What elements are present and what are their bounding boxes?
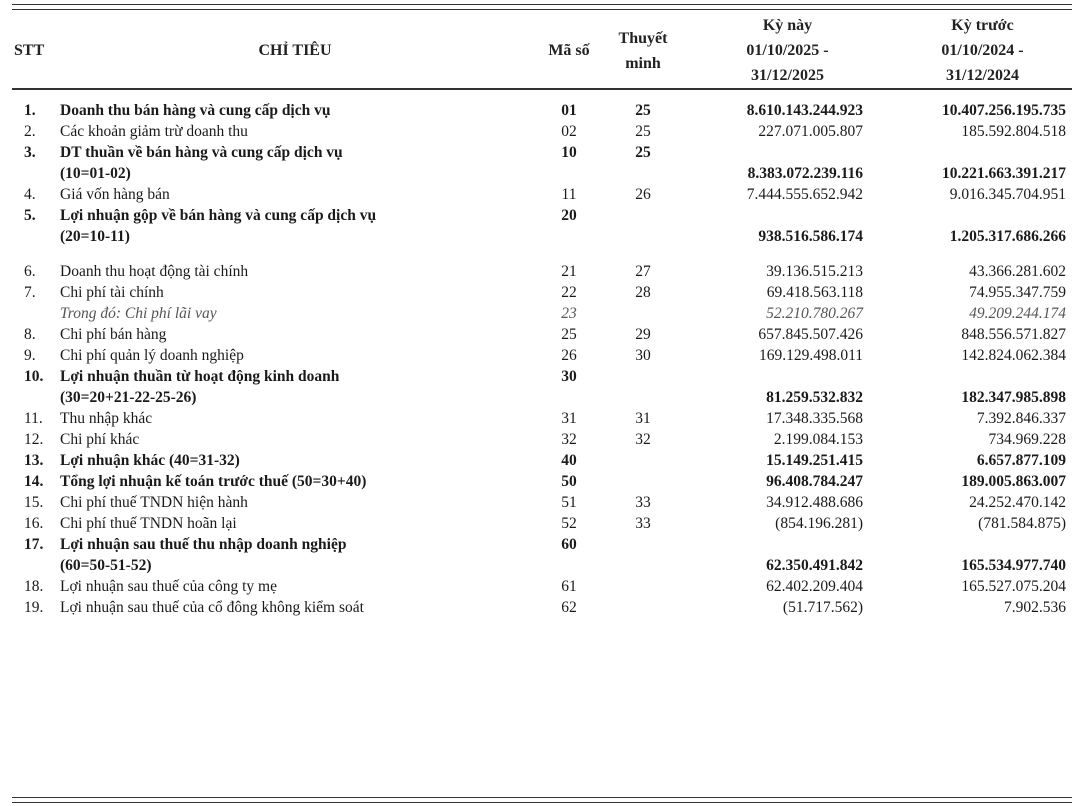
row-code: 61	[561, 578, 577, 595]
row-previous-value: 7.392.846.337	[976, 410, 1066, 427]
row-current-value: (51.717.562)	[782, 599, 863, 616]
row-previous-value: 185.592.804.518	[961, 123, 1066, 140]
row-name-line: Lợi nhuận thuần từ hoạt động kinh doanh	[60, 368, 340, 385]
row-name	[56, 450, 534, 471]
row-name-line: (30=20+21-22-25-26)	[60, 389, 197, 406]
row-note: 25	[635, 102, 651, 119]
row-name-line: Lợi nhuận sau thuế của cổ đông không kiểm soát	[60, 599, 364, 616]
table-row	[12, 492, 1072, 513]
table-row	[12, 142, 1072, 184]
header-chi-tieu: CHỈ TIÊU	[56, 13, 534, 89]
header-stt: STT	[12, 13, 56, 89]
row-stt: 17.	[24, 536, 44, 553]
row-name-line: Các khoản giảm trừ doanh thu	[60, 123, 248, 140]
row-note: 31	[635, 410, 651, 427]
row-note: 25	[635, 123, 651, 140]
row-previous-value: 49.209.244.174	[969, 305, 1066, 322]
row-note	[604, 450, 682, 471]
row-name	[56, 576, 534, 597]
row-current-value: 39.136.515.213	[766, 263, 863, 280]
row-note	[604, 534, 682, 576]
row-previous-value: 43.366.281.602	[969, 263, 1066, 280]
bottom-double-rule	[12, 797, 1072, 803]
row-name	[56, 142, 534, 184]
row-code: 30	[561, 368, 577, 385]
row-stt: 16.	[24, 515, 44, 532]
row-stt: 19.	[24, 599, 44, 616]
row-name-line: Lợi nhuận sau thuế thu nhập doanh nghiệp	[60, 536, 347, 553]
row-previous-value: 74.955.347.759	[969, 284, 1066, 301]
row-name	[56, 534, 534, 576]
header-ky-nay-line-1: Kỳ này	[762, 17, 813, 34]
row-name	[56, 366, 534, 408]
row-note	[604, 471, 682, 492]
table-row	[12, 121, 1072, 142]
table-row	[12, 205, 1072, 261]
row-name	[56, 89, 534, 121]
row-stt: 14.	[24, 473, 44, 490]
row-current-value: 96.408.784.247	[766, 473, 863, 490]
header-ky-nay-line-3: 31/12/2025	[751, 67, 824, 84]
row-name	[56, 513, 534, 534]
row-current-value: 657.845.507.426	[758, 326, 863, 343]
row-code: 20	[561, 207, 577, 224]
row-previous-value: 142.824.062.384	[961, 347, 1066, 364]
row-note: 29	[635, 326, 651, 343]
row-note: 33	[635, 515, 651, 532]
top-double-rule	[12, 4, 1072, 10]
row-name-line: Chi phí khác	[60, 431, 140, 448]
header-ky-truoc-line-2: 01/10/2024 -	[941, 42, 1024, 59]
table-row	[12, 282, 1072, 303]
row-name	[56, 184, 534, 205]
header-ky-truoc-line-3: 31/12/2024	[946, 67, 1019, 84]
row-stt: 15.	[24, 494, 44, 511]
row-previous-value: 165.527.075.204	[961, 578, 1066, 595]
row-name-line: Trong đó: Chi phí lãi vay	[60, 305, 217, 322]
row-name	[56, 492, 534, 513]
row-note: 27	[635, 263, 651, 280]
row-name	[56, 282, 534, 303]
row-current-value: 62.402.209.404	[766, 578, 863, 595]
row-current-value: 227.071.005.807	[758, 123, 863, 140]
row-stt: 6.	[24, 263, 36, 280]
row-stt: 5.	[24, 207, 36, 224]
row-note	[604, 597, 682, 618]
header-thuyet-minh-line-2: minh	[625, 54, 661, 72]
row-name	[56, 324, 534, 345]
row-current-value: 7.444.555.652.942	[746, 186, 863, 203]
row-note	[604, 576, 682, 597]
row-current-value: 15.149.251.415	[766, 452, 863, 469]
row-code: 26	[561, 347, 577, 364]
table-row	[12, 345, 1072, 366]
row-previous-value: 848.556.571.827	[961, 326, 1066, 343]
income-statement-table	[12, 13, 1072, 618]
row-note	[604, 205, 682, 261]
row-previous-value: 189.005.863.007	[961, 473, 1066, 490]
row-name-line: DT thuần về bán hàng và cung cấp dịch vụ	[60, 144, 343, 161]
row-current-value: 81.259.532.832	[766, 389, 863, 406]
row-previous-value: 165.534.977.740	[961, 557, 1066, 574]
row-name-line: Thu nhập khác	[60, 410, 153, 427]
row-current-value: 2.199.084.153	[773, 431, 863, 448]
row-stt: 9.	[24, 347, 36, 364]
header-thuyet-minh-line-1: Thuyết	[618, 29, 668, 47]
row-name-line: Tổng lợi nhuận kế toán trước thuế (50=30+40)	[60, 473, 367, 490]
header-ma-so: Mã số	[534, 13, 604, 89]
row-code: 02	[561, 123, 577, 140]
row-name	[56, 345, 534, 366]
row-stt: 13.	[24, 452, 44, 469]
row-current-value: 52.210.780.267	[766, 305, 863, 322]
table-row	[12, 534, 1072, 576]
table-row	[12, 89, 1072, 121]
header-ky-nay	[682, 13, 877, 89]
row-code: 25	[561, 326, 577, 343]
row-stt: 7.	[24, 284, 36, 301]
row-current-value: 8.610.143.244.923	[746, 102, 863, 119]
row-current-value: 938.516.586.174	[758, 228, 863, 245]
table-row	[12, 261, 1072, 282]
header-thuyet-minh	[604, 13, 682, 89]
row-name-line: (20=10-11)	[60, 228, 130, 245]
row-note	[604, 366, 682, 408]
table-row	[12, 366, 1072, 408]
row-name	[56, 303, 534, 324]
row-name-line: Chi phí tài chính	[60, 284, 164, 301]
row-name-line: Doanh thu hoạt động tài chính	[60, 263, 249, 280]
row-stt: 11.	[24, 410, 43, 427]
table-row	[12, 597, 1072, 618]
table-row	[12, 408, 1072, 429]
row-code: 40	[561, 452, 577, 469]
row-stt: 8.	[24, 326, 36, 343]
row-name	[56, 471, 534, 492]
row-code: 62	[561, 599, 577, 616]
row-name-line: Giá vốn hàng bán	[60, 186, 170, 203]
row-current-value: 69.418.563.118	[766, 284, 863, 301]
row-code: 50	[561, 473, 577, 490]
row-name-line: Doanh thu bán hàng và cung cấp dịch vụ	[60, 102, 331, 119]
row-code: 60	[561, 536, 577, 553]
row-name-line: Chi phí thuế TNDN hiện hành	[60, 494, 248, 511]
row-current-value: 62.350.491.842	[766, 557, 863, 574]
row-note: 26	[635, 186, 651, 203]
row-name-line: Lợi nhuận khác (40=31-32)	[60, 452, 240, 469]
table-row	[12, 450, 1072, 471]
row-previous-value: 24.252.470.142	[969, 494, 1066, 511]
row-name	[56, 408, 534, 429]
row-name	[56, 121, 534, 142]
row-stt: 4.	[24, 186, 36, 203]
row-code: 31	[561, 410, 577, 427]
table-row	[12, 513, 1072, 534]
row-current-value: 17.348.335.568	[766, 410, 863, 427]
row-name-line: Chi phí quản lý doanh nghiệp	[60, 347, 244, 364]
row-name	[56, 429, 534, 450]
row-previous-value: 10.407.256.195.735	[942, 102, 1066, 119]
row-stt: 12.	[24, 431, 44, 448]
row-name	[56, 261, 534, 282]
row-previous-value: (781.584.875)	[978, 515, 1066, 532]
table-row	[12, 303, 1072, 324]
row-code: 21	[561, 263, 577, 280]
header-ky-truoc	[877, 13, 1072, 89]
row-code: 01	[561, 102, 577, 119]
row-previous-value: 7.902.536	[1004, 599, 1066, 616]
row-current-value: 8.383.072.239.116	[747, 165, 863, 182]
row-note: 28	[635, 284, 651, 301]
row-stt: 2.	[24, 123, 36, 140]
row-name-line: (60=50-51-52)	[60, 557, 152, 574]
row-code: 23	[561, 305, 577, 322]
row-name-line: Chi phí thuế TNDN hoãn lại	[60, 515, 237, 532]
row-note: 30	[635, 347, 651, 364]
row-current-value: (854.196.281)	[775, 515, 863, 532]
header-ky-nay-line-2: 01/10/2025 -	[746, 42, 829, 59]
row-previous-value: 9.016.345.704.951	[949, 186, 1066, 203]
row-previous-value: 734.969.228	[988, 431, 1066, 448]
row-current-value: 169.129.498.011	[758, 347, 863, 364]
row-name	[56, 205, 534, 261]
header-ky-truoc-line-1: Kỳ trước	[951, 17, 1014, 34]
row-previous-value: 182.347.985.898	[961, 389, 1066, 406]
row-stt: 18.	[24, 578, 44, 595]
row-stt: 3.	[24, 144, 36, 161]
table-body	[12, 89, 1072, 618]
row-code: 10	[561, 144, 577, 161]
table-row	[12, 471, 1072, 492]
table-row	[12, 576, 1072, 597]
row-note: 32	[635, 431, 651, 448]
table-row	[12, 429, 1072, 450]
row-note: 33	[635, 494, 651, 511]
row-stt: 10.	[24, 368, 44, 385]
row-note	[604, 303, 682, 324]
row-name	[56, 597, 534, 618]
row-name-line: (10=01-02)	[60, 165, 131, 182]
row-note: 25	[635, 144, 651, 161]
row-code: 11	[561, 186, 577, 203]
row-name-line: Chi phí bán hàng	[60, 326, 167, 343]
row-code: 51	[561, 494, 577, 511]
row-name-line: Lợi nhuận sau thuế của công ty mẹ	[60, 578, 277, 595]
row-name-line: Lợi nhuận gộp về bán hàng và cung cấp dịch vụ	[60, 207, 377, 224]
row-code: 32	[561, 431, 577, 448]
row-code: 52	[561, 515, 577, 532]
row-previous-value: 10.221.663.391.217	[942, 165, 1066, 182]
row-code: 22	[561, 284, 577, 301]
row-stt	[12, 303, 56, 324]
table-row	[12, 184, 1072, 205]
row-current-value: 34.912.488.686	[766, 494, 863, 511]
header-row	[12, 13, 1072, 89]
table-row	[12, 324, 1072, 345]
row-previous-value: 1.205.317.686.266	[949, 228, 1066, 245]
row-previous-value: 6.657.877.109	[976, 452, 1066, 469]
row-stt: 1.	[24, 102, 36, 119]
